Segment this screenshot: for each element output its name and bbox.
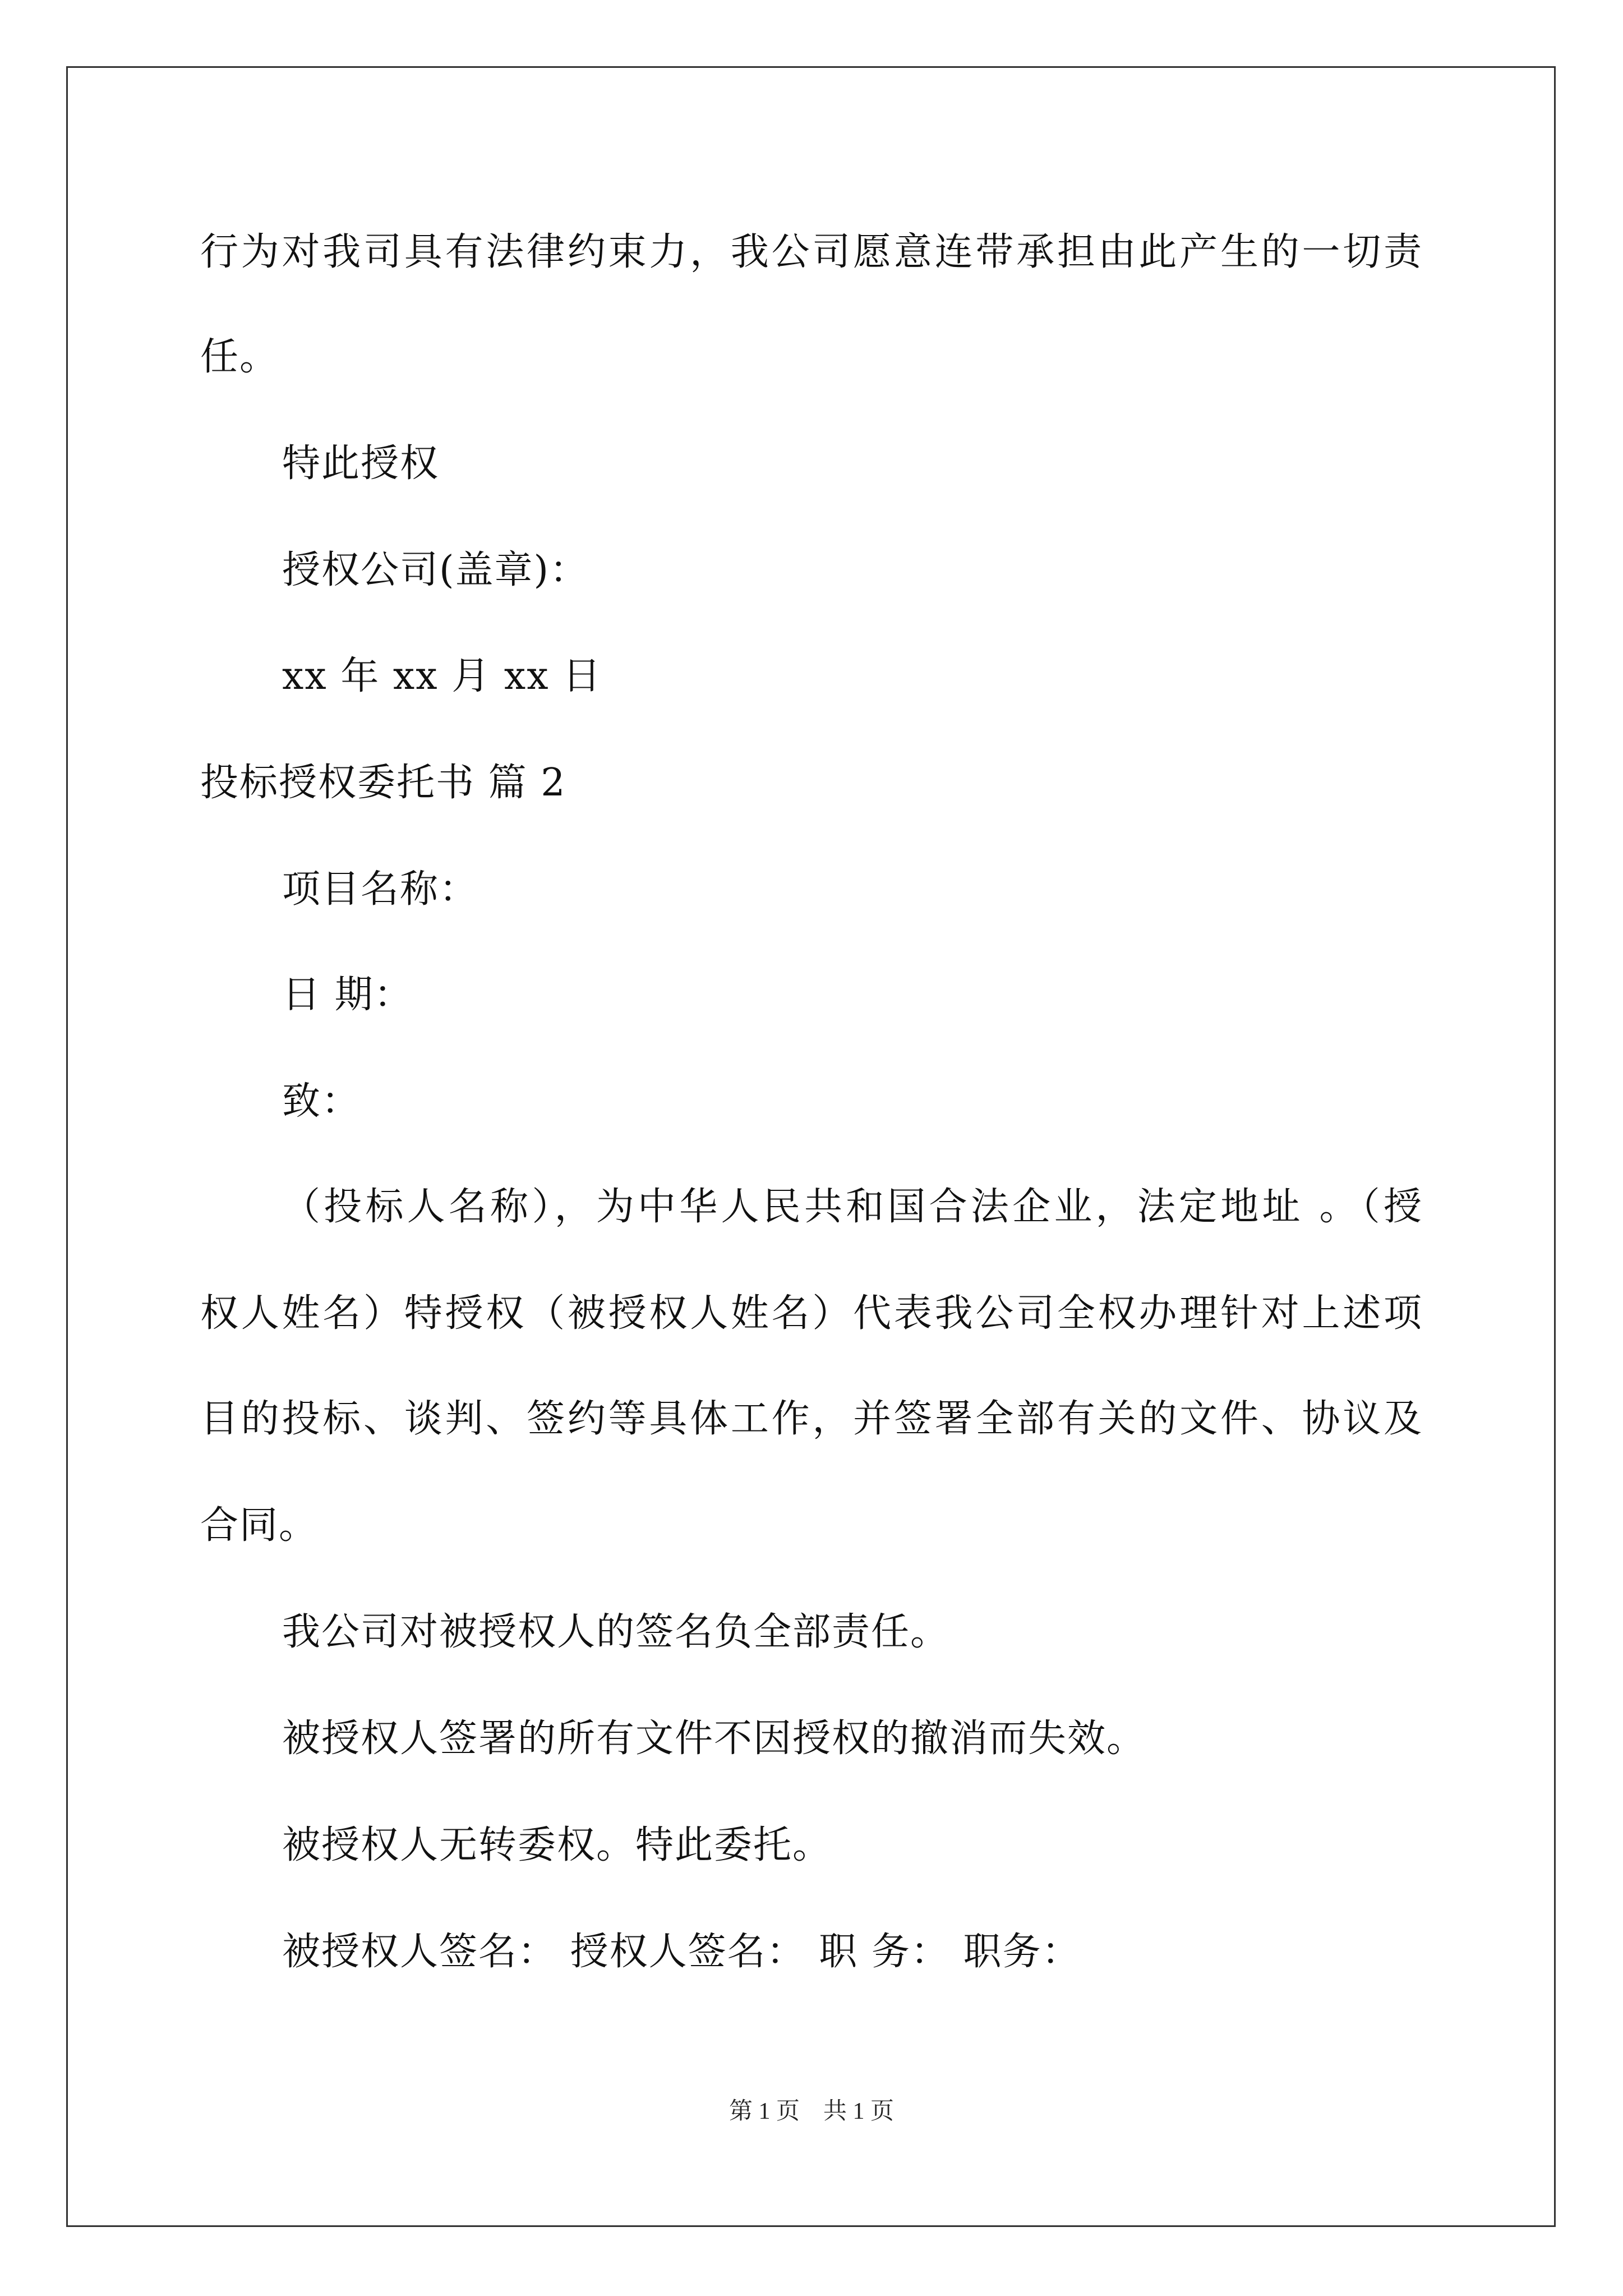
paragraph-line: 被授权人签署的所有文件不因授权的撤消而失效。: [282, 1717, 1146, 1761]
signature-company-label: 授权公司(盖章)：: [282, 548, 589, 592]
signature-line: 被授权人签名： 授权人签名： 职 务： 职务：: [282, 1930, 1081, 1974]
date-line: xx 年 xx 月 xx 日: [282, 654, 602, 698]
paragraph-line: 我公司对被授权人的签名负全部责任。: [282, 1610, 950, 1654]
closing-phrase: 特此授权: [282, 441, 440, 486]
paragraph-line: 权人姓名）特授权（被授权人姓名）代表我公司全权办理针对上述项: [200, 1291, 1423, 1336]
section-title: 投标授权委托书 篇 2: [200, 761, 566, 805]
page-footer: [0, 2095, 1623, 2128]
project-name-label: 项目名称：: [282, 867, 479, 912]
paragraph-line: 被授权人无转委权。特此委托。: [282, 1823, 832, 1867]
recipient-label: 致：: [282, 1079, 361, 1124]
page-border: [66, 66, 1556, 2227]
paragraph-line: （投标人名称），为中华人民共和国合法企业，法定地址 。（授: [282, 1185, 1423, 1229]
paragraph-line: 目的投标、谈判、签约等具体工作，并签署全部有关的文件、协议及: [200, 1397, 1423, 1441]
paragraph-line: 任。: [200, 335, 279, 379]
page-number: 第 1 页: [728, 2099, 800, 2124]
paragraph-line: 合同。: [200, 1503, 319, 1548]
page-total: 共 1 页: [823, 2099, 895, 2124]
paragraph-line: 行为对我司具有法律约束力，我公司愿意连带承担由此产生的一切责: [200, 230, 1423, 274]
date-label: 日 期：: [282, 973, 413, 1017]
